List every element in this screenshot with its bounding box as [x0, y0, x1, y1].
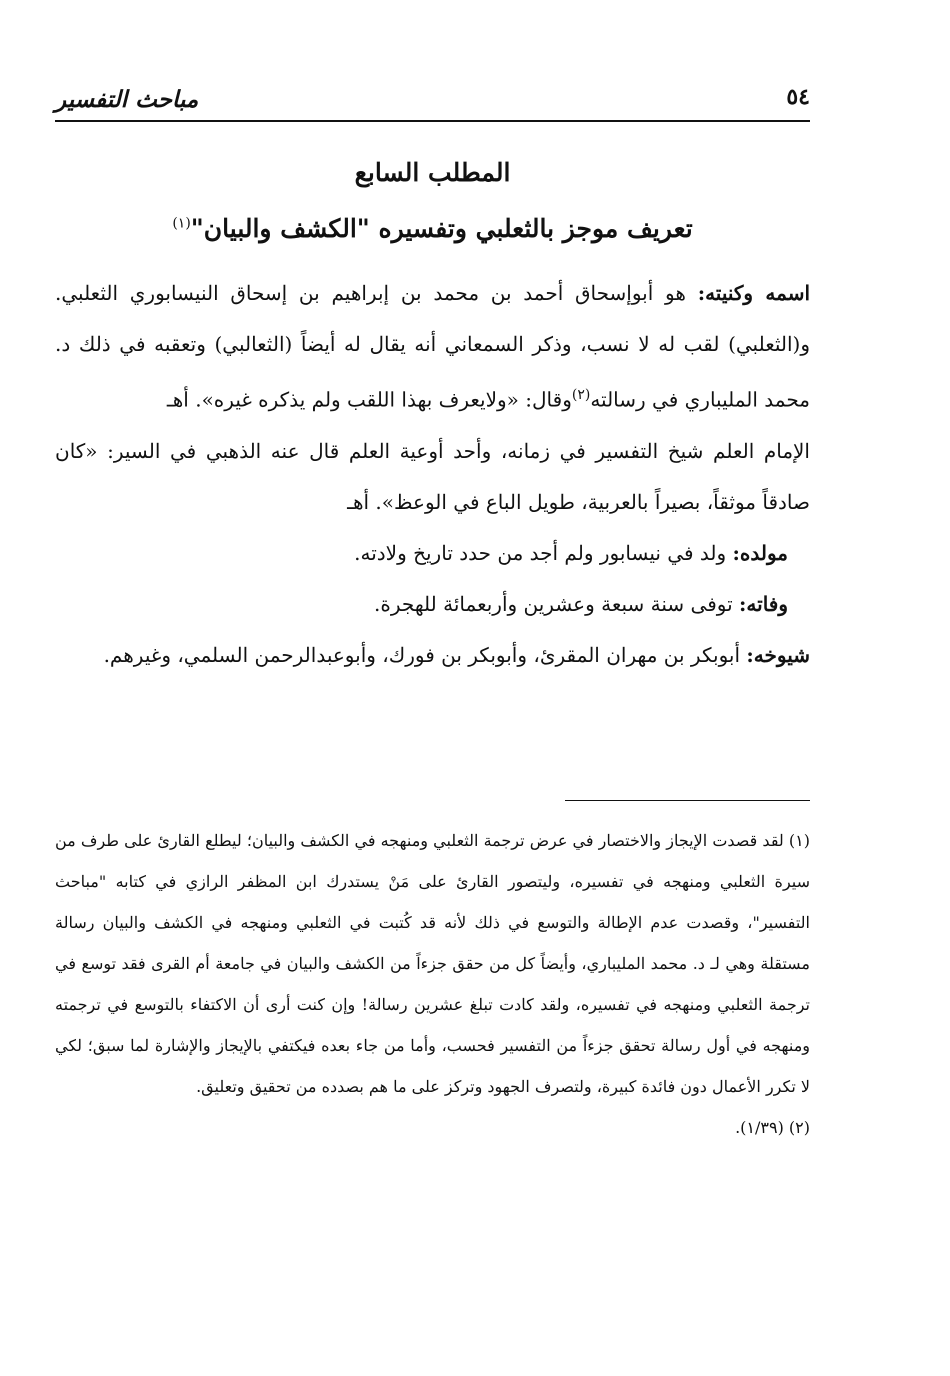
death-text: توفى سنة سبعة وعشرين وأربعمائة للهجرة.: [374, 591, 733, 616]
body-text: [55, 268, 810, 681]
name-text: هو أبوإسحاق أحمد بن محمد بن إبراهيم بن إسحاق النيسابوري الثعلبي. و(الثعلبي) لقب له لا نسب، وذكر السمعاني أنه يقال له أيضاً (الثعالبي) وتعقبه في ذلك د. محمد المليباري في رسالته: [55, 281, 810, 412]
section-subheading: [55, 214, 810, 243]
book-page: [55, 0, 810, 1376]
footnote-ref: (١): [172, 215, 191, 232]
sheikhs-label: شيوخه:: [746, 642, 810, 667]
book-title: مباحث التفسير: [55, 86, 199, 113]
imam-paragraph: الإمام العلم شيخ التفسير في زمانه، وأحد أوعية العلم قال عنه الذهبي في السير: «كان صادقاً موثقاً، بصيراً بالعربية، طويل الباع في الوعظ». أهـ: [55, 438, 810, 514]
footnotes: [55, 820, 810, 1148]
running-header: [55, 80, 810, 122]
death-label: وفاته:: [739, 591, 788, 616]
name-paragraph: [55, 268, 810, 426]
sheikhs-paragraph: [55, 630, 810, 681]
birth-text: ولد في نيسابور ولم أجد من حدد تاريخ ولادته.: [354, 540, 727, 565]
name-text-continued: وقال: «ولايعرف بهذا اللقب ولم يذكره غيره». أهـ: [166, 387, 572, 412]
name-label: اسمه وكنيته:: [697, 281, 811, 305]
section-heading: المطلب السابع: [354, 158, 511, 187]
sheikhs-text: أبوبكر بن مهران المقرئ، وأبوبكر بن فورك، وأبوعبدالرحمن السلمي، وغيرهم.: [103, 642, 741, 667]
footnote: (٢) (١/٣٩).: [735, 1118, 810, 1137]
birth-paragraph: [55, 528, 810, 579]
birth-label: مولده:: [732, 540, 788, 565]
death-paragraph: [55, 579, 810, 630]
page-number: ٥٤: [786, 84, 810, 110]
footnote-ref: (٢): [571, 387, 591, 403]
footnote-divider: [565, 800, 810, 801]
section-subheading-text: تعريف موجز بالثعلبي وتفسيره "الكشف والبيان": [190, 214, 693, 243]
footnote: (١) لقد قصدت الإيجاز والاختصار في عرض ترجمة الثعلبي ومنهجه في الكشف والبيان؛ ليطلع القارئ على طرف من سيرة الثعلبي ومنهجه في تفسيره، وليتصور القارئ على مَنْ يستدرك ابن المظفر الرازي في كتابه "مباحث التفسير"، وقصدت عدم الإطالة والتوسع في ذلك لأنه قد كُتبت في الثعلبي ومنهجه في الكشف والبيان رسالة مستقلة وهي لـ د. محمد المليباري، وأيضاً كل من حقق جزءاً من الكشف والبيان في جامعة أم القرى فقد توسع في ترجمة الثعلبي ومنهجه في تفسيره، ولقد كادت تبلغ عشرين رسالة! وإن كنت أرى أن الاكتفاء بالتوسع في ترجمته ومنهجه في أول رسالة تحقق جزءاً من التفسير فحسب، وأما من جاء بعده فيكتفي بالإيجاز والإشارة لما سبق؛ لكي لا تكرر الأعمال دون فائدة كبيرة، ولتصرف الجهود وتركز على ما هم بصدده من تحقيق وتعليق.: [55, 831, 811, 1096]
